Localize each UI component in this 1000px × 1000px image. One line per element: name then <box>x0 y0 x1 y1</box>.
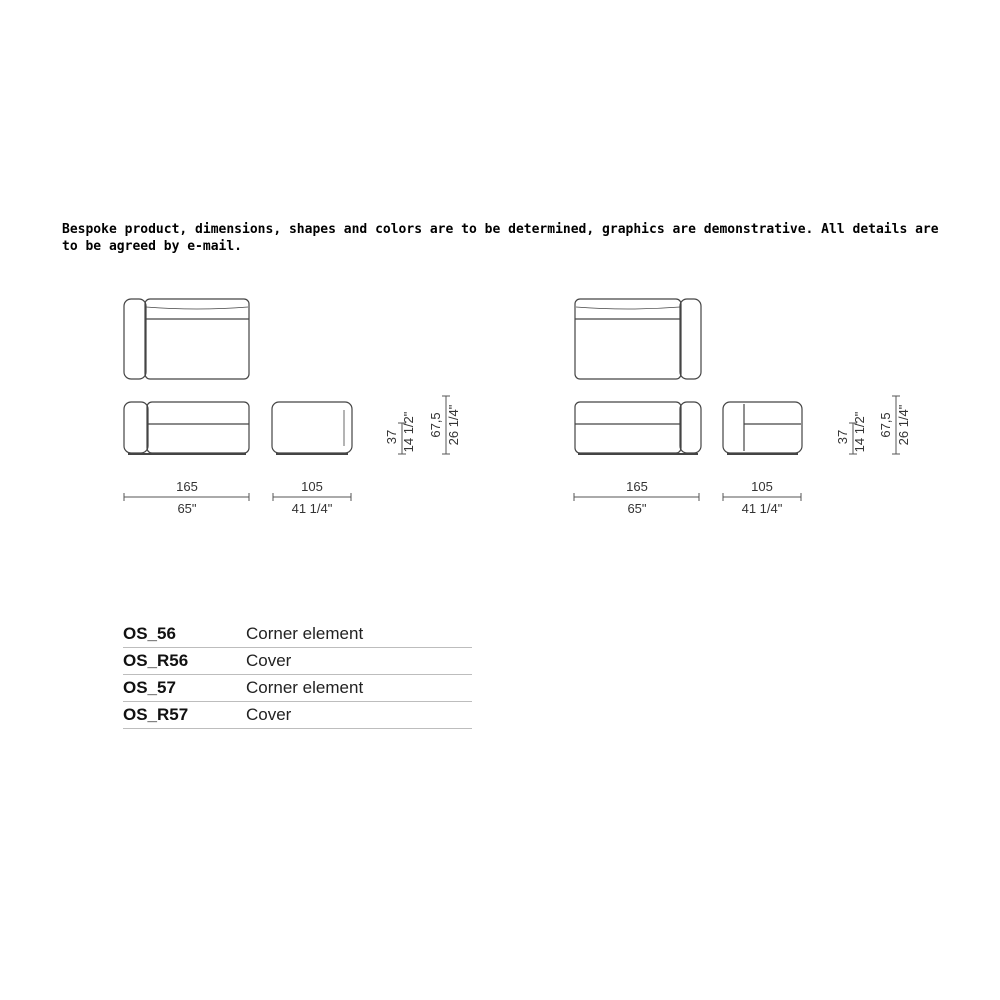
right-seat-height-in: 14 1/2" <box>852 411 867 453</box>
left-seat-height-in: 14 1/2" <box>401 411 416 453</box>
product-code: OS_R57 <box>123 702 246 729</box>
table-row <box>123 621 472 648</box>
right-seat-height-cm: 37 <box>835 429 850 445</box>
left-width-sofa-in: 65" <box>177 501 197 516</box>
disclaimer-text: Bespoke product, dimensions, shapes and colors are to be determined, graphics are demonstrative. All details are to be agreed by e-mail. <box>62 222 939 254</box>
table-row <box>123 675 472 702</box>
left-width-side-cm: 105 <box>301 479 323 494</box>
left-module-side-view <box>272 402 352 454</box>
product-code-table <box>123 621 472 729</box>
left-module-front-view <box>124 402 249 454</box>
table-row <box>123 648 472 675</box>
right-module-side-view <box>723 402 802 454</box>
product-description: Cover <box>246 702 472 729</box>
product-description: Cover <box>246 648 472 675</box>
product-description: Corner element <box>246 675 472 702</box>
right-module-front-view <box>575 402 701 454</box>
right-total-height-in: 26 1/4" <box>896 404 911 446</box>
table-row <box>123 702 472 729</box>
product-code: OS_56 <box>123 621 246 648</box>
product-code: OS_R56 <box>123 648 246 675</box>
left-width-sofa-cm: 165 <box>176 479 198 494</box>
left-module-top-view <box>124 299 249 379</box>
right-width-side-cm: 105 <box>751 479 773 494</box>
right-width-sofa-in: 65" <box>627 501 647 516</box>
left-width-side-in: 41 1/4" <box>291 501 333 516</box>
product-code: OS_57 <box>123 675 246 702</box>
product-description: Corner element <box>246 621 472 648</box>
right-width-sofa-cm: 165 <box>626 479 648 494</box>
right-width-side-in: 41 1/4" <box>741 501 783 516</box>
right-module-top-view <box>575 299 701 379</box>
left-total-height-cm: 67,5 <box>428 412 443 438</box>
right-total-height-cm: 67,5 <box>878 412 893 438</box>
left-seat-height-cm: 37 <box>384 429 399 445</box>
left-total-height-in: 26 1/4" <box>446 404 461 446</box>
